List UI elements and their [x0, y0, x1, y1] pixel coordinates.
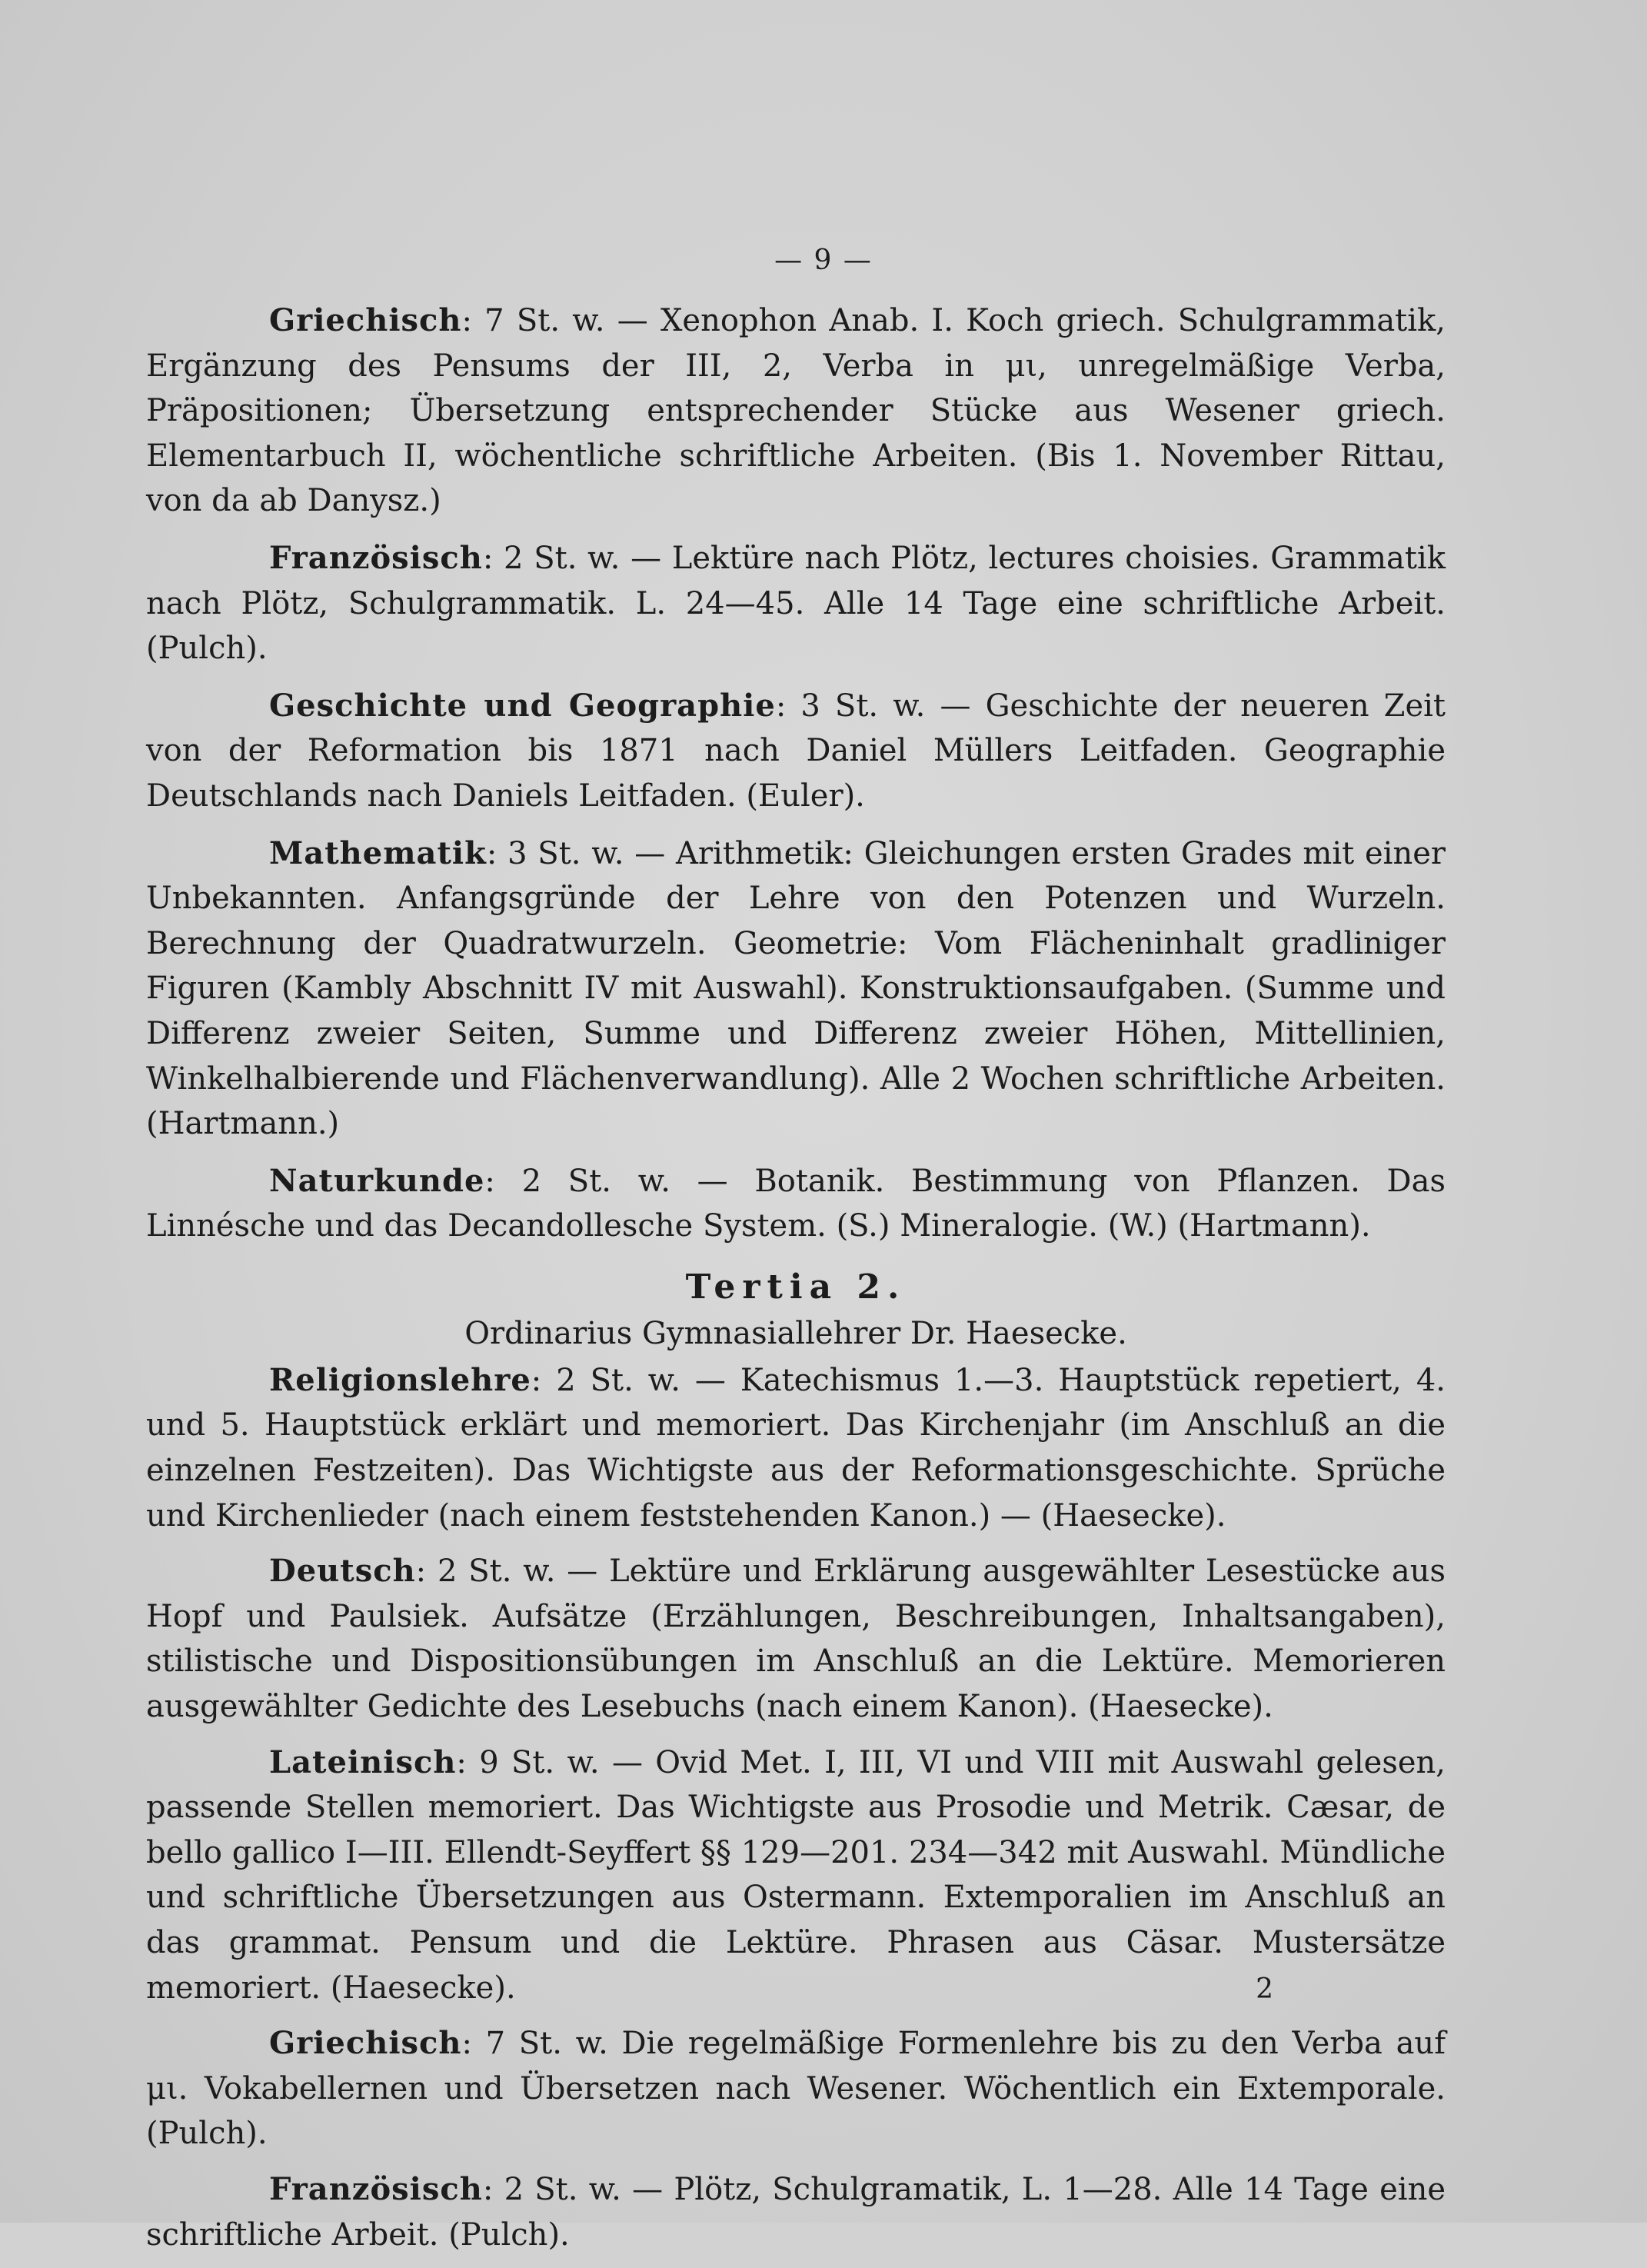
text-block [146, 298, 1446, 2268]
signature-mark: 2 [1256, 1973, 1273, 2005]
page-number: — 9 — [774, 245, 873, 276]
paragraph-deutsch [146, 1549, 1446, 1729]
paragraph-text: : 3 St. w. — Geschichte der neueren Zeit von der Reformation bis 1871 nach Daniel Müllers Leitfaden. Geographie Deutschlands nach Daniels Leitfaden. (Euler). [146, 688, 1446, 814]
paragraph-text: : 2 St. w. — Plötz, Schulgramatik, L. 1—28. Alle 14 Tage eine schriftliche Arbeit. (Pulch). [146, 2171, 1446, 2253]
subject-heading: Französisch [269, 539, 483, 576]
subject-heading: Französisch [269, 2170, 483, 2207]
paragraph-text: : 9 St. w. — Ovid Met. I, III, VI und VIII mit Auswahl gelesen, passende Stellen memoriert. Das Wichtigste aus Prosodie und Metrik. Cæsar, de bello gallico I—III. Ellendt-Seyffert §§ 129—201. 234—342 mit Auswahl. Mündliche und schriftliche Übersetzungen aus Ostermann. Extemporalien im Anschluß an das grammat. Pensum und die Lektüre. Phrasen aus Cäsar. Mustersätze memoriert. (Haesecke). [146, 1744, 1446, 2006]
paragraph-geschichte [146, 684, 1446, 819]
paragraph-griechisch [146, 298, 1446, 524]
section-title: Tertia 2. [685, 1267, 907, 1307]
subject-heading: Naturkunde [269, 1162, 485, 1199]
paragraph-text: : 2 St. w. — Botanik. Bestimmung von Pflanzen. Das Linnésche und das Decandollesche System. (S.) Mineralogie. (W.) (Hartmann). [146, 1163, 1446, 1244]
paragraph-religionslehre [146, 1358, 1446, 1538]
subject-heading: Geschichte und Geographie [269, 687, 776, 724]
subject-heading: Mathematik [269, 834, 487, 871]
paragraph-text: : 2 St. w. — Lektüre und Erklärung ausgewählter Lesestücke aus Hopf und Paulsiek. Aufsätze (Erzählungen, Beschreibungen, Inhaltsangaben), stilistische und Dispositionsübungen im Anschluß an die Lektüre. Memorieren ausgewählter Gedichte des Lesebuchs (nach einem Kanon). (Haesecke). [146, 1554, 1446, 1725]
subject-heading: Griechisch [269, 2025, 462, 2062]
paragraph-franzoesisch [146, 536, 1446, 671]
paragraph-text: : 7 St. w. Die regelmäßige Formenlehre bis zu den Verba auf μι. Vokabellernen und Übersetzen nach Wesener. Wöchentlich ein Extemporale. (Pulch). [146, 2026, 1446, 2152]
paragraph-griechisch-2 [146, 2021, 1446, 2156]
subject-heading: Deutsch [269, 1553, 416, 1590]
paragraph-text: : 7 St. w. — Xenophon Anab. I. Koch griech. Schulgrammatik, Ergänzung des Pensums der III, 2, Verba in μι, unregelmäßige Verba, Präpositionen; Übersetzung entsprechender Stücke aus Wesener griech. Elementarbuch II, wöchentliche schriftliche Arbeiten. (Bis 1. November Rittau, von da ab Danysz.) [146, 303, 1446, 519]
subject-heading: Lateinisch [269, 1743, 457, 1780]
paragraph-text: : 2 St. w. — Katechismus 1.—3. Hauptstück repetiert, 4. und 5. Hauptstück erklärt und memoriert. Das Kirchenjahr (im Anschluß an die einzelnen Festzeiten). Das Wichtigste aus der Reformationsgeschichte. Sprüche und Kirchenlieder (nach einem feststehenden Kanon.) — (Haesecke). [146, 1362, 1446, 1534]
paragraph-naturkunde [146, 1159, 1446, 1249]
section-subtitle: Ordinarius Gymnasiallehrer Dr. Haesecke. [464, 1315, 1127, 1351]
subject-heading: Griechisch [269, 302, 462, 338]
paragraph-mathematik [146, 831, 1446, 1147]
paragraph-lateinisch [146, 1740, 1446, 2011]
paragraph-franzoesisch-2 [146, 2167, 1446, 2257]
paragraph-text: : 2 St. w. — Lektüre nach Plötz, lectures choisies. Grammatik nach Plötz, Schulgrammatik. L. 24—45. Alle 14 Tage eine schriftliche Arbeit. (Pulch). [146, 540, 1446, 667]
subject-heading: Religionslehre [269, 1361, 531, 1398]
paragraph-text: : 3 St. w. — Arithmetik: Gleichungen ersten Grades mit einer Unbekannten. Anfangsgründe der Lehre von den Potenzen und Wurzeln. Berechnung der Quadratwurzeln. Geometrie: Vom Flächeninhalt gradliniger Figuren (Kambly Abschnitt IV mit Auswahl). Konstruktionsaufgaben. (Summe und Differenz zweier Seiten, Summe und Differenz zweier Höhen, Mittellinien, Winkelhalbierende und Flächenverwandlung). Alle 2 Wochen schriftliche Arbeiten. (Hartmann.) [146, 835, 1446, 1142]
